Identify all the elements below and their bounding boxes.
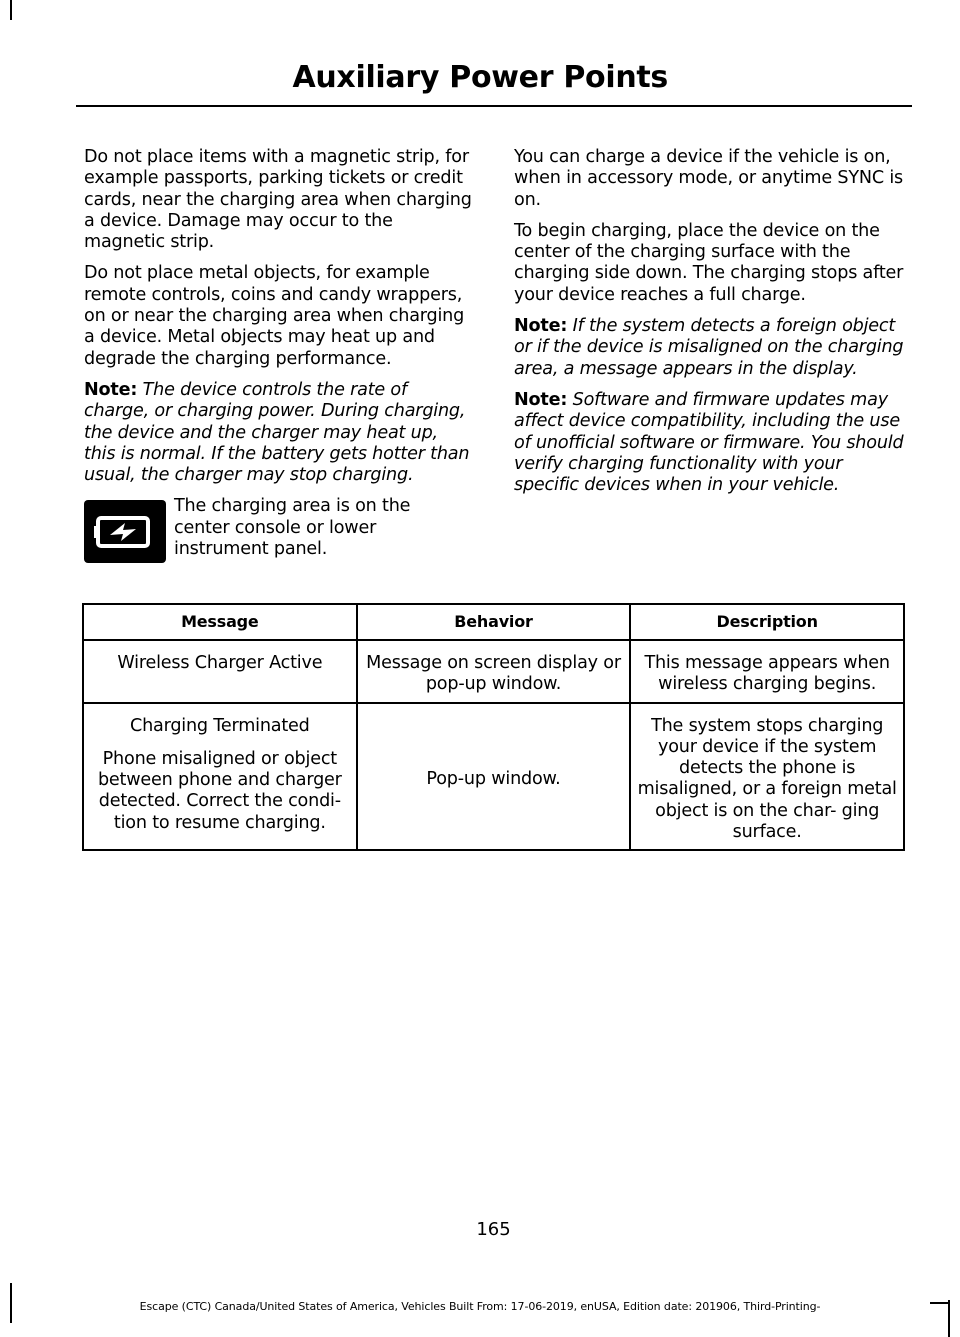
table-header-description: Description bbox=[630, 604, 904, 640]
note-text: Software and firmware updates may affect device compatibility, including the use of unofficial software or firmware. You should verify charging functionality with your specific devices when in your vehicle. bbox=[514, 389, 904, 496]
note-charge-rate bbox=[84, 380, 474, 486]
charging-area-info bbox=[84, 496, 474, 563]
left-column bbox=[84, 147, 474, 563]
wireless-charging-icon bbox=[84, 500, 166, 563]
messages-table bbox=[82, 603, 905, 851]
message-title: Charging Terminated bbox=[129, 715, 310, 736]
table-cell-message bbox=[83, 640, 357, 703]
note-label: Note: bbox=[84, 379, 138, 400]
table-row bbox=[83, 640, 904, 703]
icon-caption: The charging area is on the center console or lower instrument panel. bbox=[174, 496, 411, 560]
table-cell-description: The system stops charging your device if the system detects the phone is misaligned, or a foreign metal object is on the char- ging surface. bbox=[630, 703, 904, 851]
table-row bbox=[83, 703, 904, 851]
paragraph-magnetic-strip: Do not place items with a magnetic strip, for example passports, parking tickets or credit cards, near the charging area when charging a device. Damage may occur to the magnetic strip. bbox=[84, 147, 472, 253]
table-cell-message bbox=[83, 703, 357, 851]
message-text: Wireless Charger Active bbox=[117, 653, 323, 673]
page-number: 165 bbox=[476, 1219, 511, 1240]
paragraph-begin-charging: To begin charging, place the device on the center of the charging surface with the charging side down. The charging stops after your device reaches a full charge. bbox=[514, 220, 904, 305]
table-header-message: Message bbox=[83, 604, 357, 640]
note-text: If the system detects a foreign object or if the device is misaligned on the charging area, a message appears in the display. bbox=[514, 316, 904, 379]
note-label: Note: bbox=[514, 316, 568, 337]
table-header-row bbox=[83, 604, 904, 640]
right-column bbox=[514, 147, 904, 506]
title-divider bbox=[76, 105, 912, 107]
paragraph-charge-conditions: You can charge a device if the vehicle is on, when in accessory mode, or anytime SYNC is on. bbox=[514, 147, 903, 210]
table-cell-behavior: Pop-up window. bbox=[357, 703, 631, 851]
note-label: Note: bbox=[514, 389, 568, 410]
note-foreign-object bbox=[514, 316, 904, 380]
battery-bolt-icon bbox=[94, 515, 156, 549]
table-cell-behavior: Message on screen display or pop-up window. bbox=[357, 640, 631, 703]
paragraph-metal-objects: Do not place metal objects, for example remote controls, coins and candy wrappers, on or near the charging area when charging a device. Metal objects may heat up and degrade the charging performance. bbox=[84, 263, 465, 369]
message-detail: Phone misaligned or object between phone and charger detected. Correct the condi- tion to resume charging. bbox=[97, 748, 342, 833]
page-title: Auxiliary Power Points bbox=[292, 60, 668, 95]
note-software-updates bbox=[514, 390, 904, 496]
table-header-behavior: Behavior bbox=[357, 604, 631, 640]
table-cell-description: This message appears when wireless charging begins. bbox=[630, 640, 904, 703]
footer-edition-info: Escape (CTC) Canada/United States of America, Vehicles Built From: 17-06-2019, enUSA, Edition date: 201906, Third-Printing- bbox=[139, 1300, 821, 1313]
note-text: The device controls the rate of charge, or charging power. During charging, the device and the charger may heat up, this is normal. If the battery gets hotter than usual, the charger may stop charging. bbox=[84, 379, 470, 486]
crop-mark bbox=[10, 0, 12, 20]
